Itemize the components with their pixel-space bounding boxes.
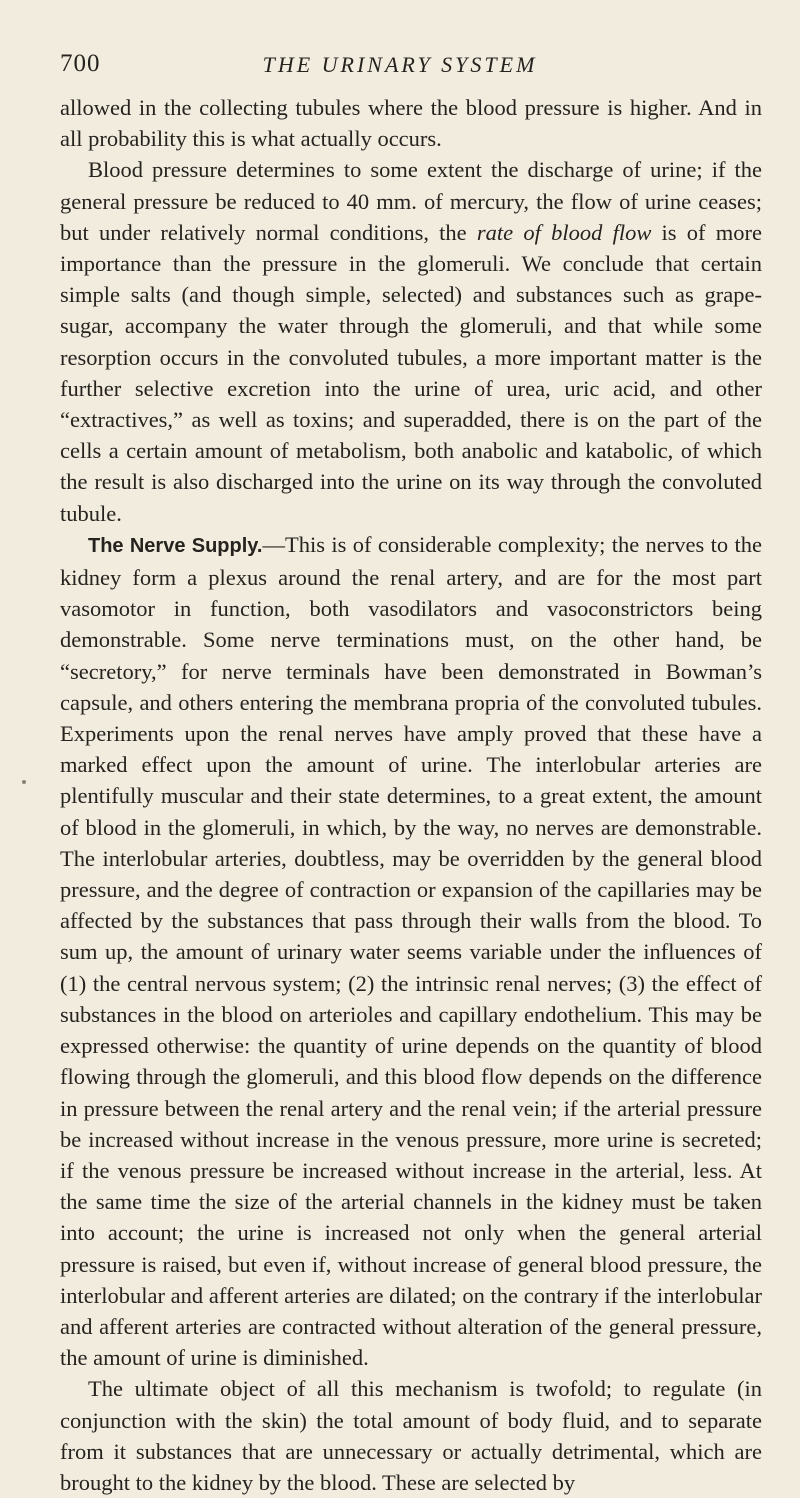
paragraph-text: allowed in the collecting tubules where the blood pressure is higher. And in all probability this is what actually occurs.: [60, 95, 762, 152]
paragraph-ultimate-object: [60, 1373, 762, 1498]
paragraph-text: —This is of considerable complexity; the nerves to the kidney form a plexus around the renal artery, and are for the most part vasomotor in function, both vasodilators and vasoconstrictors being demonstrable. Some nerve terminations must, on the other hand, be “secretory,” for nerve terminals have been demonstrated in Bowman’s capsule, and others entering the membrana propria of the convoluted tubules. Experiments upon the renal nerves have amply proved that these have a marked effect upon the amount of urine. The interlobular arteries are plentifully muscular and their state determines, to a great extent, the amount of blood in the glomeruli, in which, by the way, no nerves are demonstrable. The interlobular arteries, doubtless, may be overridden by the general blood pressure, and the degree of contraction or expansion of the capillaries may be affected by the substances that pass through their walls from the blood. To sum up, the amount of urinary water seems variable under the influences of (1) the central nervous system; (2) the intrinsic renal nerves; (3) the effect of substances in the blood on arterioles and capillary endothelium. This may be expressed otherwise: the quantity of urine depends on the quantity of blood flowing through the glomeruli, and this blood flow depends on the difference in pressure between the renal artery and the renal vein; if the arterial pressure be increased without increase in the venous pressure, more urine is secreted; if the venous pressure be increased without increase in the arterial, less. At the same time the size of the arterial channels in the kidney must be taken into account; the urine is increased not only when the general arterial pressure is raised, but even if, without increase of general blood pressure, the interlobular and afferent arteries are dilated; on the contrary if the interlobular and afferent arteries are contracted without alteration of the general pressure, the amount of urine is diminished.: [60, 531, 762, 1371]
paragraph-text: The ultimate object of all this mechanism is twofold; to regulate (in conjunction with the skin) the total amount of body fluid, and to separate from it substances that are unnecessary or actually detrimental, which are brought to the kidney by the blood. These are selected by: [60, 1376, 762, 1495]
running-title: THE URINARY SYSTEM: [262, 52, 538, 77]
paragraph-blood-pressure: [60, 154, 762, 528]
section-heading: The Nerve Supply.: [88, 534, 263, 557]
paragraph-text: Blood pressure determines to some extent the discharge of urine; if the general pressure be reduced to 40 mm. of mercury, the flow of urine ceases; but under relatively normal conditions, the: [60, 157, 762, 245]
paragraph-text: is of more importance than the pressure in the glomeruli. We conclude that certain simple salts (and though simple, selected) and substances such as grape-sugar, accompany the water through the glomeruli, and that while some resorption occurs in the convoluted tubules, a more important matter is the further selective excretion into the urine of urea, uric acid, and other “extractives,” as well as toxins; and superadded, there is on the part of the cells a certain amount of metabolism, both anabolic and katabolic, of which the result is also discharged into the urine on its way through the convoluted tubule.: [60, 219, 762, 526]
paragraph-nerve-supply: [60, 529, 762, 1373]
paragraph-continuation: [60, 92, 762, 154]
page-number: 700: [60, 50, 101, 77]
margin-mark: [22, 780, 26, 784]
emphasis-text: rate of blood flow: [476, 219, 652, 245]
body-text: [60, 92, 762, 1498]
